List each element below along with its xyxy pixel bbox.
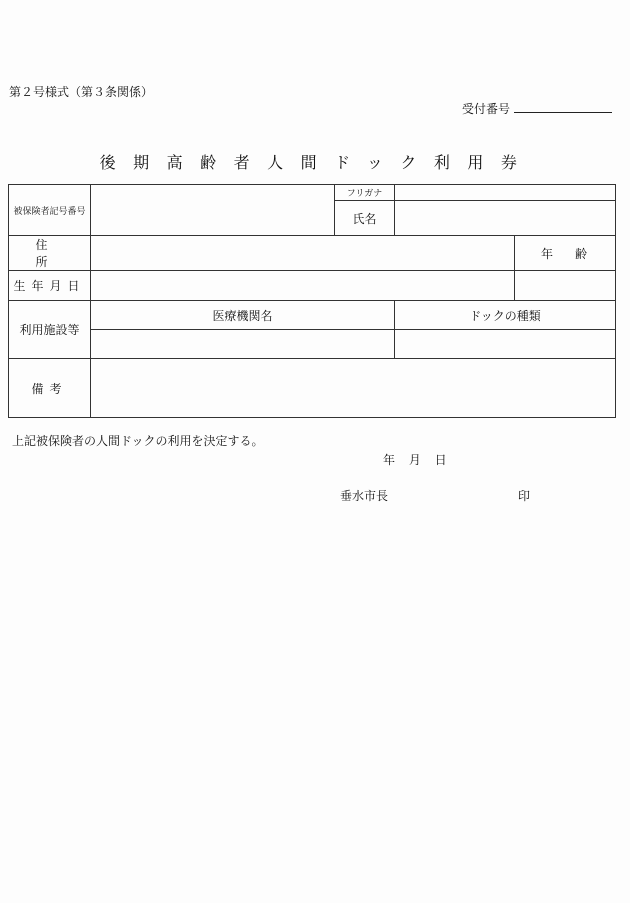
application-form-table [8,184,616,418]
dock-type-field[interactable] [395,330,616,359]
birthdate-label: 生年月日 [9,271,91,301]
age-label: 年齢 [515,236,616,271]
institution-name-label: 医療機関名 [91,301,395,330]
receipt-number-label: 受付番号 [462,102,511,116]
remarks-field[interactable] [91,359,616,418]
receipt-number-input-line[interactable] [514,101,612,113]
remarks-label: 備考 [9,359,91,418]
decision-statement: 上記被保険者の人間ドックの利用を決定する。 [12,434,264,448]
issue-date: 年 月 日 [383,453,452,467]
facility-label: 利用施設等 [9,301,91,359]
address-field[interactable] [91,236,515,271]
name-label: 氏名 [335,201,395,236]
insured-number-label: 被保険者記号番号 [9,185,91,236]
name-field[interactable] [395,201,616,236]
furigana-field[interactable] [395,185,616,201]
receipt-number-field [462,100,612,117]
seal-mark: 印 [518,489,531,503]
mayor-title: 垂水市長 [340,489,389,503]
age-field[interactable] [515,271,616,301]
form-number: 第２号様式（第３条関係） [9,85,154,99]
dock-type-label: ドックの種類 [395,301,616,330]
birthdate-field[interactable] [91,271,515,301]
furigana-label: フリガナ [335,185,395,201]
institution-name-field[interactable] [91,330,395,359]
insured-number-field[interactable] [91,185,335,236]
document-title: 後期高齢者人間ドック利用券 [99,153,535,172]
address-label: 住所 [9,236,91,271]
